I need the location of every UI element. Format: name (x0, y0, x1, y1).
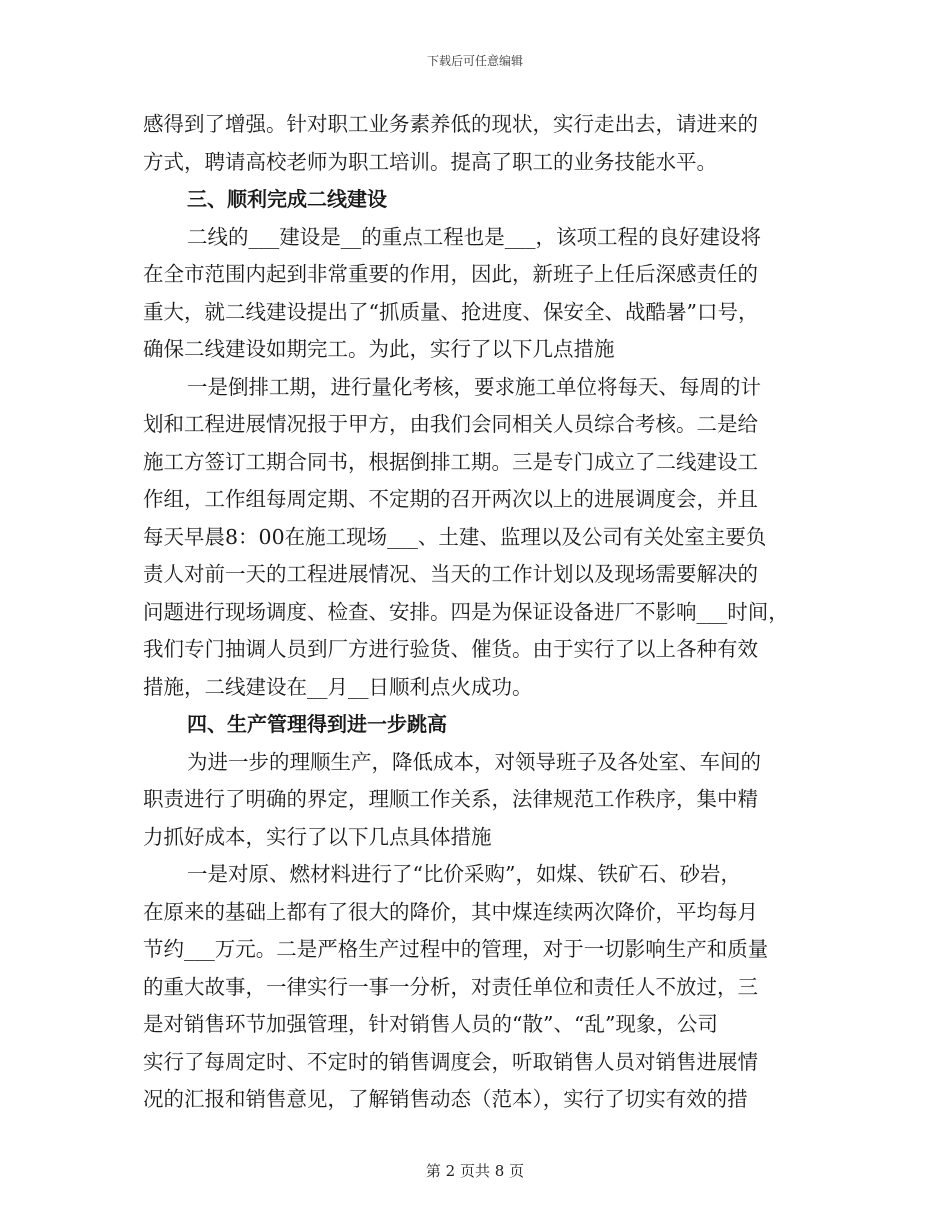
section-heading: 四、生产管理得到进一步跳高 (187, 712, 447, 736)
text-line: 在全市范围内起到非常重要的作用，因此，新班子上任后深感责任的 (143, 262, 758, 286)
text-line: 在原来的基础上都有了很大的降价，其中煤连续两次降价，平均每月 (143, 899, 758, 924)
text-line: 的重大故事，一律实行一事一分析，对责任单位和责任人不放过，三 (143, 974, 758, 999)
text-line: 每天早晨8：00在施工现场___、土建、监理以及公司有关处室主要负 (143, 524, 767, 549)
text-line: 我们专门抽调人员到厂方进行验货、催货。由于实行了以上各种有效 (143, 637, 758, 661)
document-body (143, 106, 813, 1119)
text-line: 问题进行现场调度、检查、安排。四是为保证设备进厂不影响___时间， (143, 599, 789, 624)
text-line: 实行了每周定时、不定时的销售调度会，听取销售人员对销售进展情 (143, 1049, 758, 1074)
text-line: 作组，工作组每周定期、不定期的召开两次以上的进展调度会，并且 (143, 487, 758, 511)
text-line: 措施，二线建设在__月__日顺利点火成功。 (143, 674, 533, 699)
text-line: 施工方签订工期合同书，根据倒排工期。三是专门成立了二线建设工 (143, 449, 758, 474)
text-line: 为进一步的理顺生产，降低成本，对领导班子及各处室、车间的 (187, 749, 761, 774)
text-line: 节约___万元。二是严格生产过程中的管理，对于一切影响生产和质量 (143, 937, 769, 961)
text-line: 方式，聘请高校老师为职工培训。提高了职工的业务技能水平。 (143, 149, 717, 174)
text-line: 感得到了增强。针对职工业务素养低的现状，实行走出去，请进来的 (143, 112, 758, 136)
text-line: 划和工程进展情况报于甲方，由我们会同相关人员综合考核。二是给 (143, 412, 758, 436)
text-line: 二线的___建设是__的重点工程也是___，该项工程的良好建设将 (187, 224, 761, 249)
text-line: 一是对原、燃材料进行了“比价采购”，如煤、铁矿石、砂岩， (187, 862, 741, 886)
page-number: 第 2 页共 8 页 (425, 1162, 525, 1180)
text-line: 责人对前一天的工程进展情况、当天的工作计划以及现场需要解决的 (143, 562, 758, 586)
section-heading: 三、顺利完成二线建设 (187, 187, 387, 211)
text-line: 况的汇报和销售意见，了解销售动态（范本），实行了切实有效的措 (143, 1087, 748, 1111)
text-line: 职责进行了明确的界定，理顺工作关系，法律规范工作秩序，集中精 (143, 787, 758, 811)
text-line: 一是倒排工期，进行量化考核，要求施工单位将每天、每周的计 (187, 374, 761, 399)
text-line: 重大，就二线建设提出了“抓质量、抢进度、保安全、战酷暑”口号， (143, 299, 759, 324)
text-line: 确保二线建设如期完工。为此，实行了以下几点措施 (143, 337, 615, 361)
page-header: 下载后可任意编辑 (426, 54, 523, 68)
text-line: 是对销售环节加强管理，针对销售人员的“散”、“乱”现象，公司 (143, 1012, 718, 1036)
text-line: 力抓好成本，实行了以下几点具体措施 (143, 824, 492, 849)
